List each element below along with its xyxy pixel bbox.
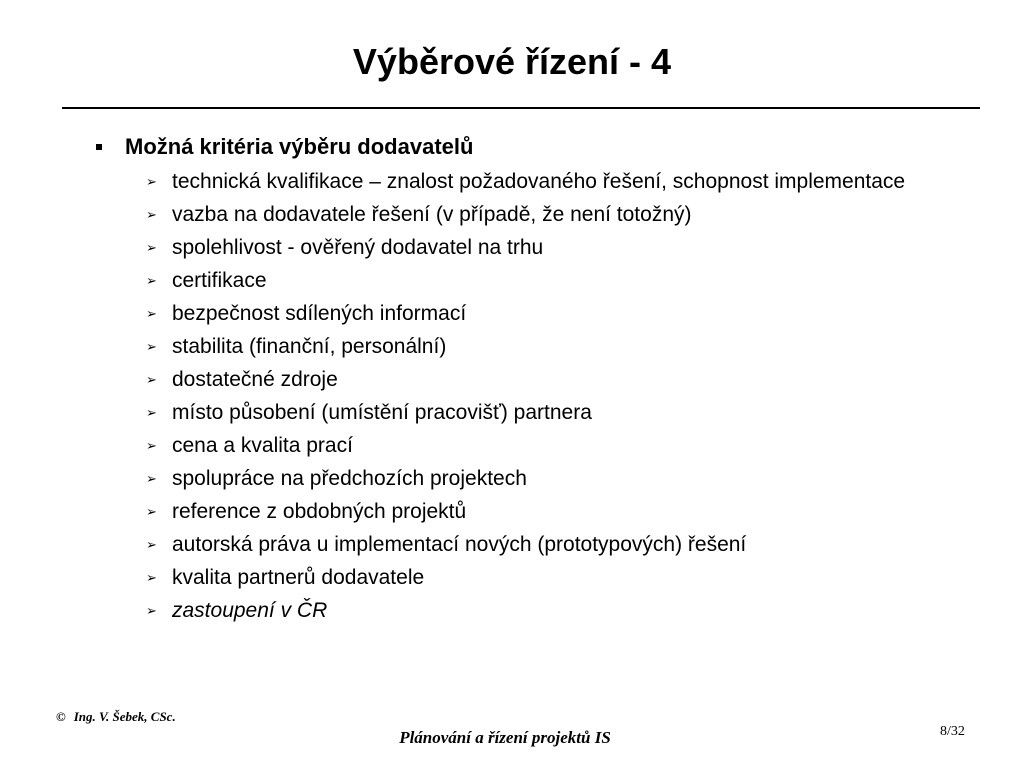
- list-item: [146, 531, 906, 558]
- arrowhead-bullet-icon: ➢: [146, 438, 157, 453]
- list-item-text: místo působení (umístění pracovišť) partnera: [172, 401, 592, 424]
- arrowhead-bullet-icon: ➢: [146, 207, 157, 222]
- arrowhead-bullet-icon: ➢: [146, 603, 157, 618]
- arrowhead-bullet-icon: ➢: [146, 504, 157, 519]
- arrowhead-bullet-icon: ➢: [146, 471, 157, 486]
- list-item: [146, 564, 906, 591]
- arrowhead-bullet-icon: ➢: [146, 570, 157, 585]
- square-bullet-icon: [96, 144, 102, 150]
- author-name: Ing. V. Šebek, CSc.: [73, 709, 176, 724]
- footer-course-title: Plánování a řízení projektů IS: [399, 728, 611, 747]
- list-item: [146, 168, 906, 195]
- list-item: [146, 300, 906, 327]
- page-number: 8/32: [940, 724, 965, 739]
- arrowhead-bullet-icon: ➢: [146, 306, 157, 321]
- copyright-symbol: ©: [56, 709, 66, 724]
- list-item: [146, 201, 906, 228]
- list-item-text: vazba na dodavatele řešení (v případě, že není totožný): [172, 203, 692, 226]
- list-item: [146, 399, 906, 426]
- list-item-text: cena a kvalita prací: [172, 434, 353, 457]
- main-bullet-label: Možná kritéria výběru dodavatelů: [125, 134, 474, 159]
- list-item-text: dostatečné zdroje: [172, 368, 338, 391]
- list-item-text: zastoupení v ČR: [172, 599, 328, 622]
- list-item-text: autorská práva u implementací nových (prototypových) řešení: [172, 533, 747, 556]
- list-item-text: technická kvalifikace – znalost požadovaného řešení, schopnost implementace: [172, 170, 906, 193]
- arrowhead-bullet-icon: ➢: [146, 240, 157, 255]
- list-item-text: spolupráce na předchozích projektech: [172, 467, 527, 490]
- list-item-text: bezpečnost sdílených informací: [172, 302, 467, 325]
- list-item: [146, 432, 906, 459]
- list-item-text: reference z obdobných projektů: [172, 500, 467, 523]
- arrowhead-bullet-icon: ➢: [146, 537, 157, 552]
- arrowhead-bullet-icon: ➢: [146, 174, 157, 189]
- list-item: [146, 498, 906, 525]
- arrowhead-bullet-icon: ➢: [146, 339, 157, 354]
- title-divider: [62, 107, 980, 109]
- slide-title: Výběrové řízení - 4: [352, 41, 672, 82]
- list-item-text: stabilita (finanční, personální): [172, 335, 447, 358]
- footer-author: [56, 709, 176, 725]
- arrowhead-bullet-icon: ➢: [146, 273, 157, 288]
- list-item: [146, 234, 906, 261]
- criteria-list: [146, 168, 906, 630]
- arrowhead-bullet-icon: ➢: [146, 405, 157, 420]
- list-item: [146, 366, 906, 393]
- list-item-text: certifikace: [172, 269, 267, 292]
- list-item: [146, 597, 906, 624]
- list-item-text: kvalita partnerů dodavatele: [172, 566, 425, 589]
- arrowhead-bullet-icon: ➢: [146, 372, 157, 387]
- list-item: [146, 465, 906, 492]
- list-item: [146, 267, 906, 294]
- list-item: [146, 333, 906, 360]
- list-item-text: spolehlivost - ověřený dodavatel na trhu: [172, 236, 544, 259]
